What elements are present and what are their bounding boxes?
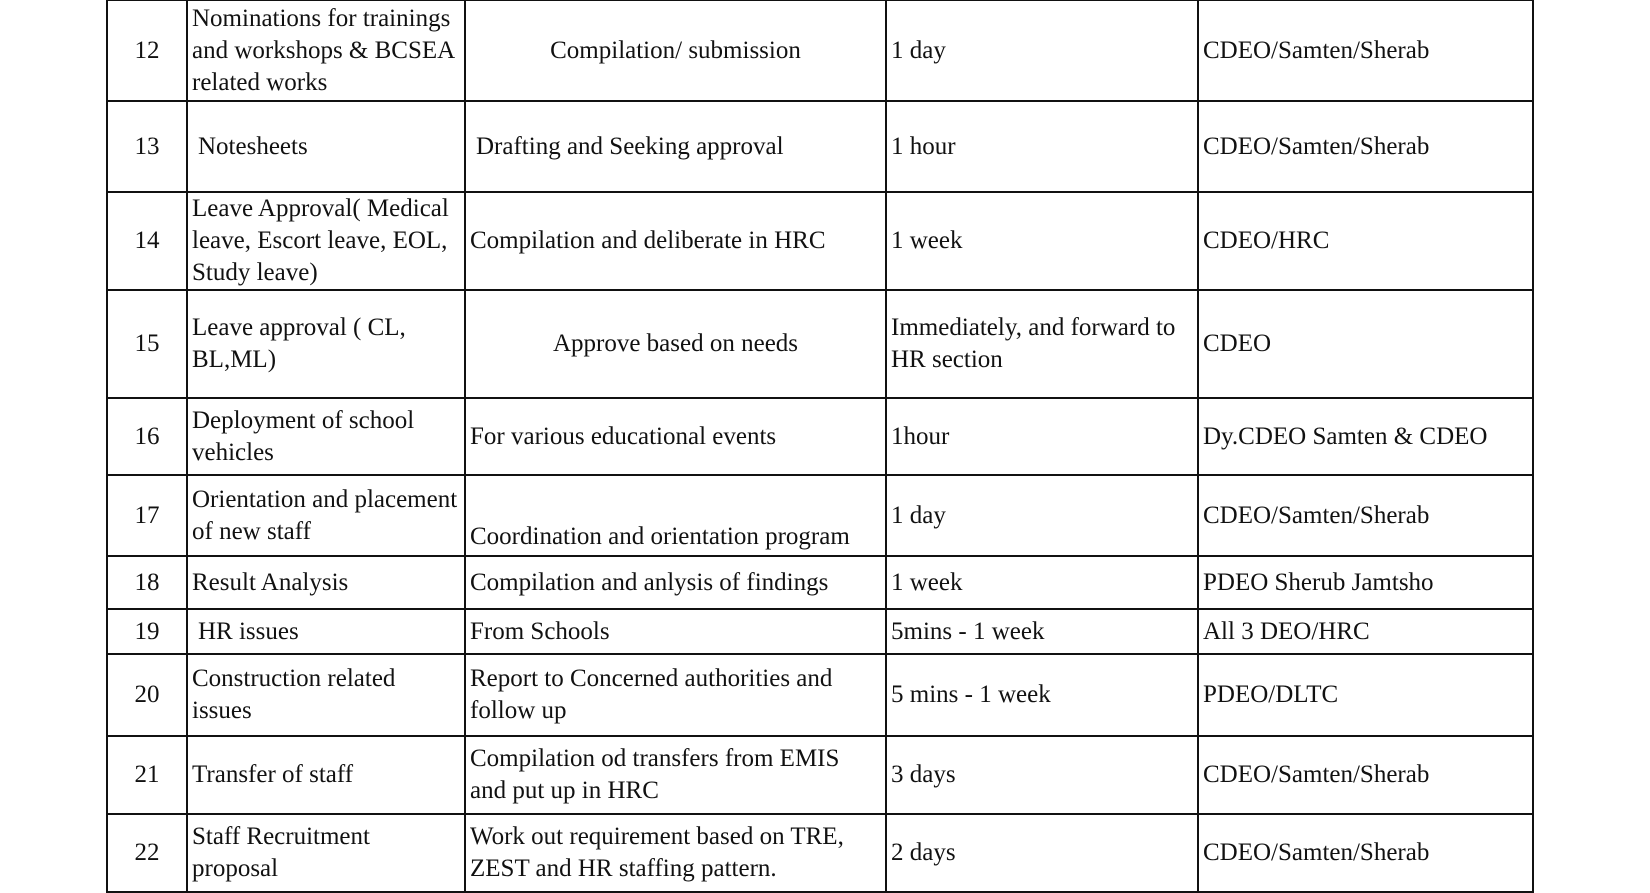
time-cell: 1 day [886, 0, 1198, 101]
time-cell: 1 week [886, 192, 1198, 290]
row-number: 20 [107, 654, 187, 736]
responsible-cell: CDEO [1198, 290, 1533, 398]
row-number: 13 [107, 101, 187, 192]
task-cell: Transfer of staff [187, 736, 465, 814]
table-row [107, 475, 1533, 556]
responsible-cell: All 3 DEO/HRC [1198, 609, 1533, 654]
task-cell: Nominations for trainings and workshops & BCSEA related works [187, 0, 465, 101]
time-cell: 2 days [886, 814, 1198, 892]
task-cell: Deployment of school vehicles [187, 398, 465, 475]
action-cell: Compilation and deliberate in HRC [465, 192, 886, 290]
table-row [107, 101, 1533, 192]
task-cell: Construction related issues [187, 654, 465, 736]
table-row [107, 290, 1533, 398]
row-number: 22 [107, 814, 187, 892]
responsible-cell: Dy.CDEO Samten & CDEO [1198, 398, 1533, 475]
action-cell: Compilation and anlysis of findings [465, 556, 886, 609]
table-row [107, 556, 1533, 609]
action-cell: From Schools [465, 609, 886, 654]
responsible-cell: CDEO/Samten/Sherab [1198, 475, 1533, 556]
table-row [107, 0, 1533, 101]
row-number: 17 [107, 475, 187, 556]
task-cell: Result Analysis [187, 556, 465, 609]
time-cell: 5mins - 1 week [886, 609, 1198, 654]
row-number: 21 [107, 736, 187, 814]
row-number: 12 [107, 0, 187, 101]
responsible-cell: PDEO/DLTC [1198, 654, 1533, 736]
time-cell: 1 week [886, 556, 1198, 609]
task-cell: Notesheets [187, 101, 465, 192]
row-number: 18 [107, 556, 187, 609]
responsible-cell: CDEO/Samten/Sherab [1198, 736, 1533, 814]
time-cell: 1 hour [886, 101, 1198, 192]
table-row [107, 192, 1533, 290]
table-row [107, 814, 1533, 892]
time-cell: 1 day [886, 475, 1198, 556]
responsibility-table [106, 0, 1534, 893]
action-cell: Compilation od transfers from EMIS and put up in HRC [465, 736, 886, 814]
time-cell: 1hour [886, 398, 1198, 475]
table-row [107, 609, 1533, 654]
row-number: 14 [107, 192, 187, 290]
action-cell: For various educational events [465, 398, 886, 475]
action-cell: Compilation/ submission [465, 0, 886, 101]
action-cell: Drafting and Seeking approval [465, 101, 886, 192]
row-number: 19 [107, 609, 187, 654]
responsible-cell: CDEO/Samten/Sherab [1198, 0, 1533, 101]
action-cell: Approve based on needs [465, 290, 886, 398]
time-cell: 5 mins - 1 week [886, 654, 1198, 736]
table-row [107, 654, 1533, 736]
task-cell: HR issues [187, 609, 465, 654]
action-cell: Report to Concerned authorities and follow up [465, 654, 886, 736]
responsible-cell: CDEO/Samten/Sherab [1198, 814, 1533, 892]
task-cell: Leave Approval( Medical leave, Escort leave, EOL, Study leave) [187, 192, 465, 290]
responsible-cell: PDEO Sherub Jamtsho [1198, 556, 1533, 609]
time-cell: 3 days [886, 736, 1198, 814]
action-cell: Work out requirement based on TRE, ZEST and HR staffing pattern. [465, 814, 886, 892]
task-cell: Staff Recruitment proposal [187, 814, 465, 892]
action-cell: Coordination and orientation program [465, 475, 886, 556]
time-cell: Immediately, and forward to HR section [886, 290, 1198, 398]
task-cell: Leave approval ( CL, BL,ML) [187, 290, 465, 398]
responsible-cell: CDEO/Samten/Sherab [1198, 101, 1533, 192]
table-row [107, 736, 1533, 814]
task-cell: Orientation and placement of new staff [187, 475, 465, 556]
row-number: 16 [107, 398, 187, 475]
responsible-cell: CDEO/HRC [1198, 192, 1533, 290]
row-number: 15 [107, 290, 187, 398]
table-row [107, 398, 1533, 475]
